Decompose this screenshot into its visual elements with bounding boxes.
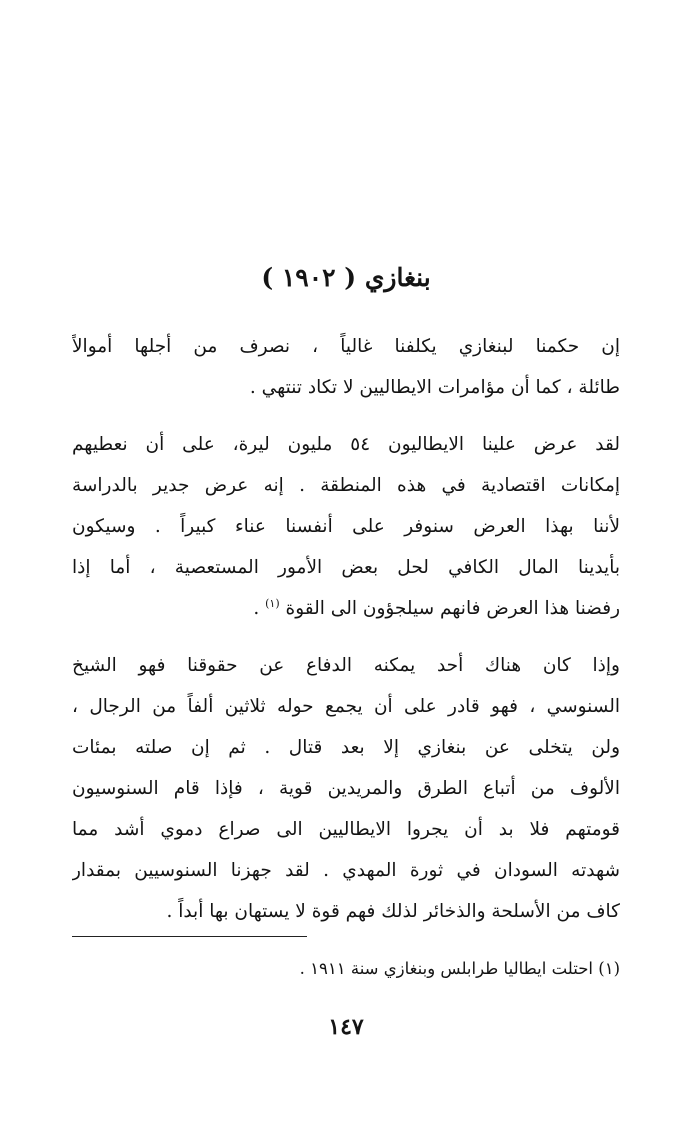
chapter-heading: بنغازي ( ١٩٠٢ ) xyxy=(261,263,431,292)
paragraph-line-end: . xyxy=(253,598,266,619)
footnote-separator xyxy=(72,936,307,937)
paragraph-line: كاف من الأسلحة والذخائر لذلك فهم قوة لا يستهان بها أبداً . xyxy=(166,901,620,922)
paragraph-line: إمكانات اقتصادية في هذه المنطقة . إنه عرض جدير بالدراسة xyxy=(72,475,620,496)
paragraph-line-text: رفضنا هذا العرض فانهم سيلجؤون الى القوة xyxy=(285,598,620,619)
paragraph-line: السنوسي ، فهو قادر على أن يجمع حوله ثلاثين ألفاً من الرجال ، xyxy=(72,696,620,717)
paragraph-line: بأيدينا المال الكافي لحل بعض الأمور المستعصية ، أما إذا xyxy=(72,557,620,578)
paragraph-1 xyxy=(72,326,620,408)
footnote-marker: (١) xyxy=(265,596,280,610)
paragraph-line: لأننا بهذا العرض سنوفر على أنفسنا عناء كبيراً . وسيكون xyxy=(72,516,620,537)
paragraph-line: طائلة ، كما أن مؤامرات الايطاليين لا تكاد تنتهي . xyxy=(249,377,620,398)
book-page xyxy=(72,0,620,1121)
paragraph-line: وإذا كان هناك أحد يمكنه الدفاع عن حقوقنا فهو الشيخ xyxy=(72,655,620,676)
paragraph-line: لقد عرض علينا الايطاليون ٥٤ مليون ليرة، على أن نعطيهم xyxy=(72,434,620,455)
paragraph-line: الألوف من أتباع الطرق والمريدين قوية ، فإذا قام السنوسيون xyxy=(72,778,620,799)
paragraph-2 xyxy=(72,424,620,629)
paragraph-line: شهدته السودان في ثورة المهدي . لقد جهزنا السنوسيين بمقدار xyxy=(72,860,620,881)
paragraph-line: قومتهم فلا بد أن يجروا الايطاليين الى صراع دموي أشد مما xyxy=(72,819,620,840)
paragraph-line-with-footnote xyxy=(72,588,620,629)
paragraph-3 xyxy=(72,645,620,932)
paragraph-line: إن حكمنا لبنغازي يكلفنا غالياً ، نصرف من أجلها أموالاً xyxy=(72,336,620,357)
paragraph-line: ولن يتخلى عن بنغازي إلا بعد قتال . ثم إن صلته بمئات xyxy=(72,737,620,758)
footnote: (١) احتلت ايطاليا طرابلس وبنغازي سنة ١٩١١ . xyxy=(299,959,620,978)
page-number: ١٤٧ xyxy=(328,1014,364,1040)
